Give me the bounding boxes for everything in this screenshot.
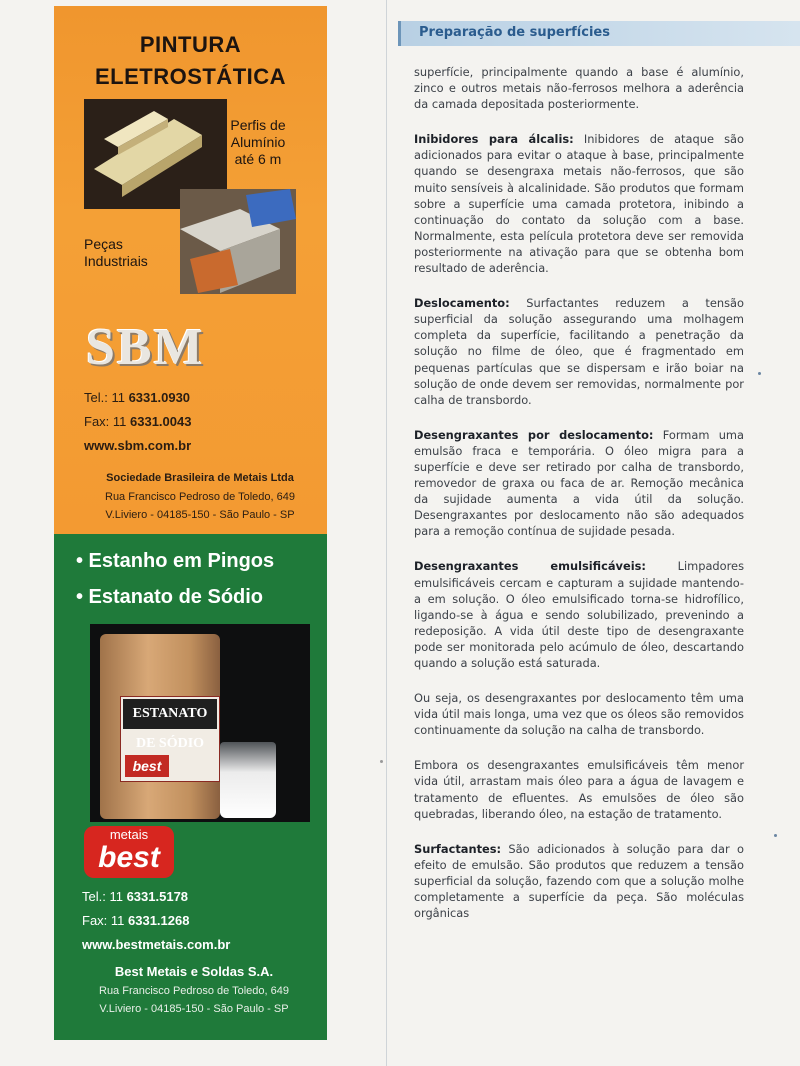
column-divider <box>386 0 387 1066</box>
pecas-line2: Industriais <box>84 253 148 269</box>
section-header <box>398 21 800 46</box>
term-inibidores: Inibidores para álcalis: <box>414 132 574 147</box>
paragraph-desengraxantes-deslocamento <box>414 427 744 540</box>
perfis-line1: Perfis de <box>230 117 286 133</box>
best-address-line2: V.Liviero - 04185-150 - São Paulo - SP <box>99 1003 289 1015</box>
sbm-pecas-caption <box>84 236 184 270</box>
sbm-tel-label: Tel.: 11 <box>84 390 125 405</box>
sbm-website-link[interactable]: www.sbm.com.br <box>84 438 192 453</box>
best-tel-label: Tel.: 11 <box>82 889 123 904</box>
text-emulsificaveis: Limpadores emulsificáveis cercam e capturam a sujidade mantendo-a em solução. O óleo emulsificado torna-se hidrofílico, ligando-se à água e sendo solubilizado, prevenindo a redeposição. A vida útil deste tipo de desengraxante pode ser monitorada pelo acúmulo de óleo, descartando quando a solução está saturada. <box>414 559 745 670</box>
margin-dot <box>380 760 383 763</box>
sbm-title-line2: ELETROSTÁTICA <box>94 64 287 89</box>
best-bullet-estanato: • Estanato de Sódio <box>76 586 264 608</box>
term-desengraxantes-deslocamento: Desengraxantes por deslocamento: <box>414 427 654 442</box>
best-fax-number: 6331.1268 <box>128 913 190 928</box>
ad-column <box>54 6 327 1040</box>
best-metais-logo <box>84 826 174 878</box>
drum-label <box>120 696 220 782</box>
section-title: Preparação de superfícies <box>419 25 610 40</box>
text-surfactantes: São adicionados à solução para dar o efeito de emulsão. São produtos que reduzem a tensão superficial da solução, fazendo com que a solução molhe completamente a superfície da peça. São moléculas orgânicas <box>414 841 744 921</box>
term-surfactantes: Surfactantes: <box>414 841 502 856</box>
paragraph-emulsificaveis <box>414 558 744 671</box>
term-deslocamento: Deslocamento: <box>414 296 510 311</box>
paragraph-inibidores <box>414 131 744 276</box>
sbm-tel <box>84 390 190 405</box>
term-emulsificaveis: Desengraxantes emulsificáveis: <box>414 559 646 574</box>
text-desengraxantes-deslocamento: Formam uma emulsão fraca e temporária. O óleo migra para a superfície e deve ser retirado por calha de transbordo, removedor de graxa ou faca de ar. Remoção mecânica da sujidade aumenta a vida útil da solução. Desengraxantes por deslocamento não são adequados para a remoção contínua de sujidade pesada. <box>414 427 745 539</box>
drum-label-title: ESTANATO DE SÓDIO <box>123 699 217 729</box>
pecas-line1: Peças <box>84 236 123 252</box>
best-logo-big: best <box>98 841 160 874</box>
sbm-company-name: Sociedade Brasileira de Metais Ltda <box>106 472 294 484</box>
best-fax <box>82 913 189 928</box>
industrial-parts-photo <box>180 189 296 294</box>
paragraph-deslocamento <box>414 295 744 408</box>
best-company-name: Best Metais e Soldas S.A. <box>114 964 274 979</box>
text-inibidores: Inibidores de ataque são adicionados para evitar o ataque à base, principalmente quando se desengraxa metais não-ferrosos, que são muito sensíveis à alcalinidade. São produtos que formam sobre a superfície uma camada protetora, inibindo a continuação do contato da solução com a base. Normalmente, esta película protetora deve ser removida posteriormente na ativação para que se obtenha bom resultado de aderência. <box>414 132 744 276</box>
text-deslocamento: Surfactantes reduzem a tensão superficial da solução assegurando uma molhagem completa da superfície, facilitando a penetração da solução no filme de óleo, que é fragmentado em pequenas partículas que se dispersam e irão boiar na solução de onde devem ser removidas, normalmente por calha de transbordo. <box>414 296 744 407</box>
paragraph-ou-seja: Ou seja, os desengraxantes por deslocamento têm uma vida útil mais longa, uma vez que os óleos são removidos continuamente da solução na calha de transbordo. <box>414 691 744 738</box>
best-tel <box>82 889 188 904</box>
sbm-address-line2: V.Liviero - 04185-150 - São Paulo - SP <box>105 509 295 521</box>
product-drum-photo <box>90 624 310 822</box>
perfis-line2: Alumínio <box>230 134 286 150</box>
sbm-tel-number: 6331.0930 <box>128 390 191 405</box>
best-advertisement <box>54 534 327 1040</box>
paragraph-intro: superfície, principalmente quando a base é alumínio, zinco e outros metais não-ferrosos melhora a aderência da camada depositada posteriormente. <box>414 65 744 112</box>
margin-dot <box>758 372 761 375</box>
best-bullet-estanho: • Estanho em Pingos <box>76 550 275 572</box>
beaker-powder <box>220 742 276 818</box>
drum-label-brand: best <box>125 755 169 777</box>
sbm-fax <box>84 414 191 429</box>
sbm-perfis-caption <box>203 117 313 168</box>
article-body <box>414 64 744 940</box>
sbm-address-line1: Rua Francisco Pedroso de Toledo, 649 <box>105 491 295 503</box>
best-tel-number: 6331.5178 <box>126 889 189 904</box>
best-fax-label: Fax: 11 <box>82 913 125 928</box>
sbm-fax-label: Fax: 11 <box>84 414 127 429</box>
sbm-advertisement <box>54 6 327 534</box>
best-address-line1: Rua Francisco Pedroso de Toledo, 649 <box>99 985 289 997</box>
sbm-fax-number: 6331.0043 <box>130 414 192 429</box>
sbm-logo: SBM <box>86 319 205 376</box>
margin-dot <box>774 834 777 837</box>
sbm-title-line1: PINTURA <box>139 32 242 57</box>
best-logo-small: metais <box>109 827 149 842</box>
best-website-link[interactable]: www.bestmetais.com.br <box>82 937 231 952</box>
perfis-line3: até 6 m <box>234 151 282 167</box>
paragraph-embora: Embora os desengraxantes emulsificáveis têm menor vida útil, arrastam mais óleo para a água de lavagem e tratamento de efluentes. As emulsões de óleo são quebradas, liberando óleo, na estação de tratamento. <box>414 758 744 821</box>
product-drum <box>100 634 220 819</box>
paragraph-surfactantes <box>414 841 744 921</box>
